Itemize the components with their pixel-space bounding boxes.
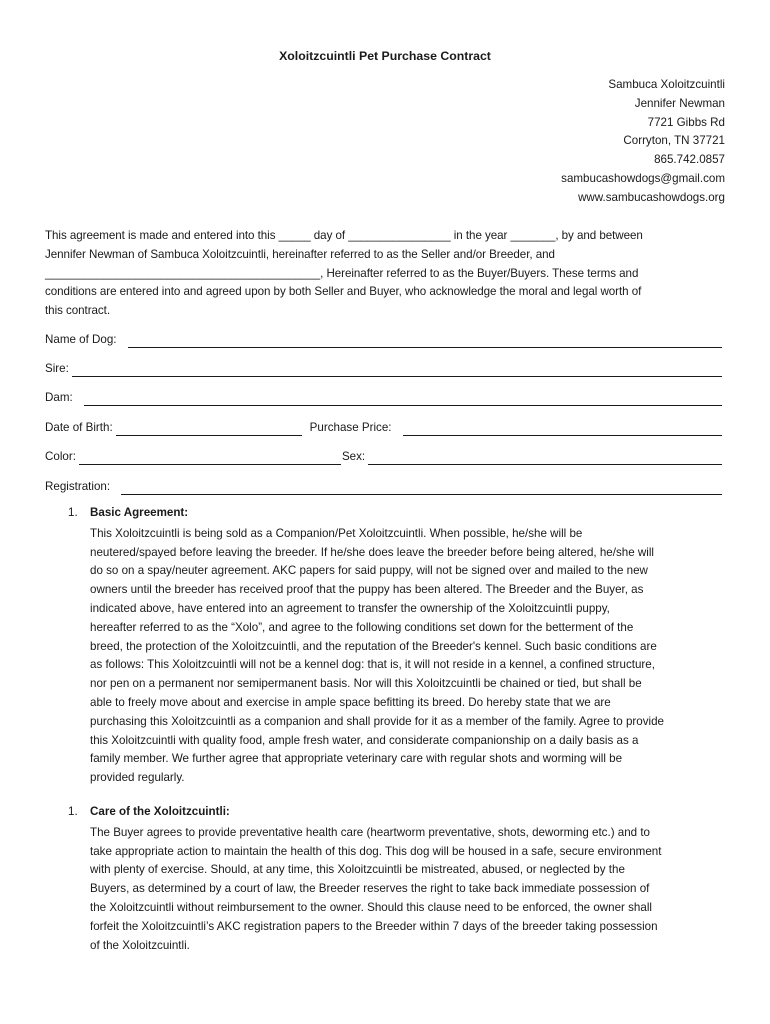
name-of-dog-blank[interactable] [128,336,722,348]
section-line: nor pen on a permanent nor semipermanent basis. Nor will this Xoloitzcuintli be chained or tied, but shall be [90,677,642,691]
color-sex-row [45,447,722,465]
color-label: Color: [45,450,76,463]
section-line: neutered/spayed before leaving the breeder. If he/she does leave the breeder before being altered, he/she will [90,545,654,559]
section-line: family member. We further agree that appropriate veterinary care with regular shots and worming will be [90,752,623,766]
purchase-price-blank[interactable] [403,424,722,436]
section-line: take appropriate action to maintain the health of this dog. This dog will be housed in a safe, secure environment [90,844,662,858]
section-line: provided regularly. [90,771,185,785]
section-line: hereafter referred to as the “Xolo”, and agree to the following conditions set down for the betterment of the [90,620,634,634]
seller-contact-block [561,76,725,208]
dam-blank[interactable] [84,394,722,406]
name-of-dog-row [45,330,722,348]
section-number: 1. [68,506,78,519]
section-number: 1. [68,805,78,818]
seller-email: sambucashowdogs@gmail.com [561,171,725,185]
sex-blank[interactable] [368,453,722,465]
sire-blank[interactable] [72,365,722,377]
section-line: purchasing this Xoloitzcuintli as a companion and shall provide for it as a member of the family. Agree to provide [90,714,664,728]
intro-line: Jennifer Newman of Sambuca Xoloitzcuintli, hereinafter referred to as the Seller and/or Breeder, and [45,247,555,261]
section-line: Buyers, as determined by a court of law, the Breeder reserves the right to take back immediate possession of [90,882,650,896]
seller-street: 7721 Gibbs Rd [647,115,725,129]
section-line: breed, the protection of the Xoloitzcuintli, and the reputation of the Breeder's kennel. Such basic conditions are [90,639,657,653]
section-line: as follows: This Xoloitzcuintli will not be a kennel dog: that is, it will not reside in a kennel, a confined structure, [90,658,655,672]
intro-line: conditions are entered into and agreed upon by both Seller and Buyer, who acknowledge the moral and legal worth of [45,285,642,299]
section-line: The Buyer agrees to provide preventative health care (heartworm preventative, shots, deworming etc.) and to [90,825,651,839]
section-heading: Basic Agreement: [90,506,189,519]
section-line: This Xoloitzcuintli is being sold as a Companion/Pet Xoloitzcuintli. When possible, he/she will be [90,526,583,540]
section-line: indicated above, have entered into an agreement to transfer the ownership of the Xoloitzcuintli puppy, [90,601,610,615]
registration-row [45,477,722,495]
section-heading: Care of the Xoloitzcuintli: [90,805,230,818]
seller-city: Corryton, TN 37721 [623,134,725,148]
section-line: this Xoloitzcuintli with quality food, ample fresh water, and considerate companionship on a daily basis as a [90,733,639,747]
purchase-price-label: Purchase Price: [309,421,392,434]
sex-label: Sex: [341,450,366,463]
agreement-intro-paragraph [45,227,730,321]
section-line: forfeit the Xoloitzcuintli’s AKC registration papers to the Breeder within 7 days of the breeder taking possession [90,919,658,933]
section-line: do so on a spay/neuter agreement. AKC papers for said puppy, will not be signed over and mailed to the new [90,564,648,578]
sire-label: Sire: [45,362,69,375]
name-of-dog-label: Name of Dog: [45,333,117,346]
intro-line: ___________________________________________, Hereinafter referred to as the Buyer/Buyers. These terms and [45,266,639,280]
seller-phone: 865.742.0857 [654,153,725,167]
section-line: owners until the breeder has received proof that the puppy has been altered. The Breeder and the Buyer, as [90,583,644,597]
seller-business-name: Sambuca Xoloitzcuintli [608,78,725,91]
birth-price-row [45,418,722,436]
registration-blank[interactable] [121,483,722,495]
date-of-birth-blank[interactable] [116,424,302,436]
section-line: with plenty of exercise. Should, at any time, this Xoloitzcuintli be mistreated, abused, or neglected by the [90,863,625,877]
seller-website: www.sambucashowdogs.org [578,190,725,204]
color-blank[interactable] [79,453,341,465]
sire-row [45,359,722,377]
document-title: Xoloitzcuintli Pet Purchase Contract [279,49,491,63]
registration-label: Registration: [45,480,111,493]
seller-name: Jennifer Newman [634,96,725,110]
date-of-birth-label: Date of Birth: [45,421,113,434]
section-body [90,525,726,788]
section-line: the Xoloitzcuintli without reimbursement to the owner. Should this clause need to be enforced, the owner shall [90,900,652,914]
section-body [90,824,726,956]
intro-line: this contract. [45,304,111,318]
dam-row [45,388,722,406]
dam-label: Dam: [45,391,73,404]
section-line: of the Xoloitzcuintli. [90,938,190,952]
intro-line: This agreement is made and entered into this _____ day of ________________ in the year _______, by and between [45,229,643,242]
section-line: able to freely move about and exercise in ample space befitting its breed. Do hereby state that we are [90,695,611,709]
